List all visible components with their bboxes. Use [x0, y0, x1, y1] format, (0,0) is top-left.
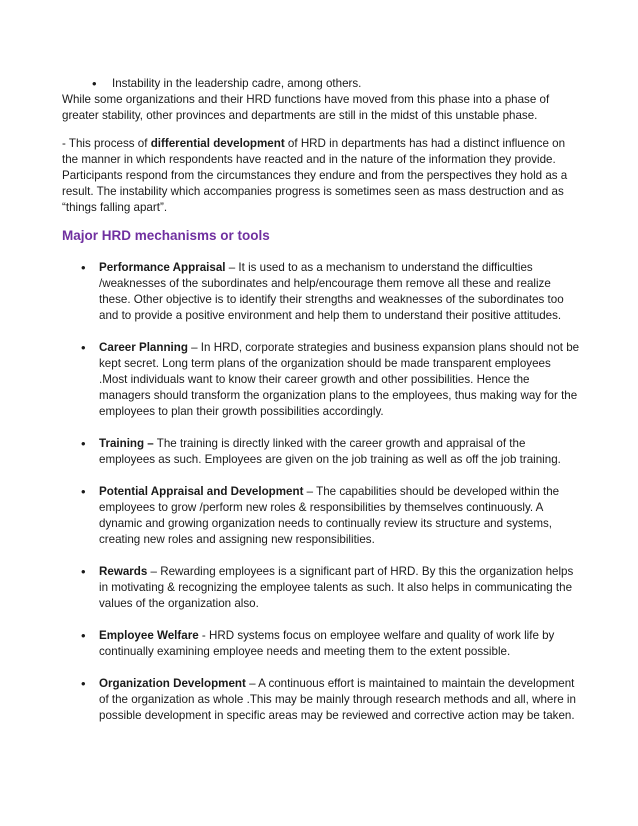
- bullet-icon: •: [92, 76, 97, 91]
- item-title: Career Planning: [99, 341, 188, 354]
- item-text: The training is directly linked with the career growth and appraisal of the employees as such. Employees are given on the job training as well as off the job training.: [99, 437, 561, 466]
- list-item-performance-appraisal: [62, 260, 582, 324]
- paragraph2-rest: of HRD in departments has had a distinct influence on the manner in which respondents have reacted and in the nature of the information they provide. Participants respond from the circumstances they endure and from the perspectives they hold as a result. The instability which accompanies progress is sometimes seen as mass destruction and as “things falling apart”.: [62, 137, 568, 214]
- item-text: – The capabilities should be developed within the employees to grow /perform new roles & responsibilities by themselves continuously. A dynamic and growing organization needs to continually review its structure and systems, creating new roles and assigning new responsibilities.: [99, 485, 560, 546]
- item-title: Potential Appraisal and Development: [99, 485, 304, 498]
- bullet-icon: •: [81, 260, 86, 275]
- list-item-organization-development: [62, 676, 582, 724]
- item-title: Organization Development: [99, 677, 246, 690]
- bullet-icon: •: [81, 676, 86, 691]
- item-text: – A continuous effort is maintained to maintain the development of the organization as whole .This may be mainly through research methods and all, where in possible development in specific areas may be reviewed and corrective action may be taken.: [99, 677, 576, 722]
- paragraph-differential-development: [62, 136, 580, 216]
- mechanisms-list: [62, 260, 582, 740]
- item-title: Rewards: [99, 565, 148, 578]
- list-item-employee-welfare: [62, 628, 582, 660]
- list-item-training: [62, 436, 582, 468]
- paragraph2-prefix: - This process of: [62, 137, 151, 150]
- item-title: Employee Welfare: [99, 629, 199, 642]
- item-title: Performance Appraisal: [99, 261, 226, 274]
- bullet-icon: •: [81, 436, 86, 451]
- item-title: Training –: [99, 437, 154, 450]
- bullet-icon: •: [81, 628, 86, 643]
- list-item-rewards: [62, 564, 582, 612]
- item-text: - HRD systems focus on employee welfare and quality of work life by continually examining employee needs and meeting them to the extent possible.: [99, 629, 555, 658]
- bullet-icon: •: [81, 484, 86, 499]
- list-item-potential-appraisal: [62, 484, 582, 548]
- section-heading: Major HRD mechanisms or tools: [62, 228, 270, 243]
- paragraph2-bold-term: differential development: [150, 137, 285, 150]
- bullet-icon: •: [81, 564, 86, 579]
- list-item-career-planning: [62, 340, 582, 420]
- item-text: – Rewarding employees is a significant part of HRD. By this the organization helps in motivating & recognizing the employee talents as such. It also helps in communicating the values of the organization also.: [99, 565, 574, 610]
- top-bullet-text: Instability in the leadership cadre, among others.: [112, 77, 362, 90]
- paragraph-stability: While some organizations and their HRD functions have moved from this phase into a phase of greater stability, other provinces and departments are still in the midst of this unstable phase.: [62, 93, 550, 122]
- bullet-icon: •: [81, 340, 86, 355]
- item-text: – In HRD, corporate strategies and business expansion plans should not be kept secret. Long term plans of the organization should be made transparent employees .Most individuals want to know their career growth and other possibilities. Hence the managers should transform the organization plans to the employees, thus making way for the employees to plan their growth possibilities accordingly.: [99, 341, 580, 418]
- item-text: – It is used to as a mechanism to understand the difficulties /weaknesses of the subordinates and help/encourage them remove all these and realize these. Other objective is to identify their strengths and weaknesses of the subordinates too and to provide a positive environment and help them to understand their positive attitudes.: [99, 261, 564, 322]
